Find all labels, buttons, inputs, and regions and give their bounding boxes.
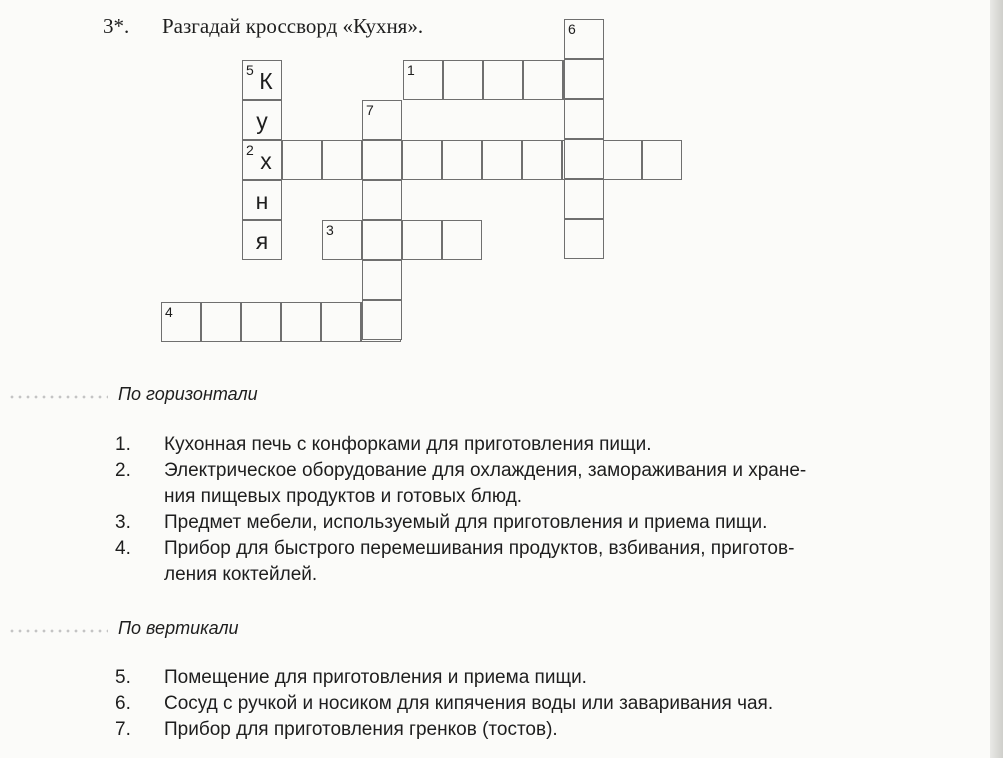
clue-text — [164, 432, 935, 458]
down-6-cell[interactable] — [564, 219, 604, 259]
clue-line: Прибор для быстрого перемешивания продуктов, взбивания, приготов- — [164, 538, 795, 559]
across-2-cell[interactable] — [642, 140, 682, 180]
across-2-cell[interactable] — [522, 140, 562, 180]
clue-number: 6. — [115, 693, 131, 714]
across-2-cell[interactable] — [282, 140, 322, 180]
across-1-cell[interactable] — [483, 60, 523, 100]
clue-text — [164, 510, 935, 536]
clue-item — [115, 510, 935, 536]
across-2-cell[interactable] — [402, 140, 442, 180]
across-3-cell[interactable] — [362, 220, 402, 260]
clue-line: ления коктейлей. — [164, 564, 318, 585]
clue-item — [115, 458, 935, 510]
clue-number: 1. — [115, 434, 131, 455]
across-2-cell[interactable] — [362, 140, 402, 180]
prefilled-letter: х — [260, 148, 272, 174]
clue-item — [115, 665, 935, 691]
decorative-dots — [8, 395, 108, 399]
clue-line: Помещение для приготовления и приема пищи. — [164, 667, 587, 688]
clue-line: Кухонная печь с конфорками для приготовления пищи. — [164, 434, 652, 455]
across-1-cell[interactable] — [403, 60, 443, 100]
clue-item — [115, 432, 935, 458]
clue-text — [164, 536, 935, 588]
down-6-cell[interactable] — [564, 139, 604, 179]
clue-number-label: 3 — [326, 222, 334, 238]
prefilled-letter: я — [255, 228, 269, 254]
down-6-cell[interactable] — [564, 19, 604, 59]
down-7-cell[interactable] — [362, 260, 402, 300]
down-7-cell[interactable] — [362, 180, 402, 220]
across-4-cell[interactable] — [281, 302, 321, 342]
down-5-cell[interactable] — [242, 100, 282, 140]
across-clue-list — [115, 432, 935, 588]
down-7-cell[interactable] — [362, 300, 402, 340]
clue-number: 7. — [115, 719, 131, 740]
across-2-cell[interactable] — [322, 140, 362, 180]
clue-line: Электрическое оборудование для охлаждения, замораживания и хране- — [164, 460, 807, 481]
clue-number-label: 5 — [246, 62, 254, 78]
prefilled-letter: у — [256, 108, 268, 134]
clue-number-label: 6 — [568, 21, 576, 37]
across-1-cell[interactable] — [523, 60, 563, 100]
clue-line: ния пищевых продуктов и готовых блюд. — [164, 486, 523, 507]
clue-line: Предмет мебели, используемый для приготовления и приема пищи. — [164, 512, 768, 533]
across-heading: По горизонтали — [118, 384, 258, 404]
across-1-cell[interactable] — [443, 60, 483, 100]
across-2-cell[interactable] — [442, 140, 482, 180]
across-4-cell[interactable] — [241, 302, 281, 342]
across-2-cell[interactable] — [482, 140, 522, 180]
clue-number: 2. — [115, 460, 131, 481]
down-6-cell[interactable] — [564, 59, 604, 99]
clue-item — [115, 691, 935, 717]
across-2-cell[interactable] — [242, 140, 282, 180]
crossword-grid — [0, 0, 1003, 360]
down-heading: По вертикали — [118, 618, 239, 638]
down-7-cell[interactable] — [362, 100, 402, 140]
clue-number: 4. — [115, 538, 131, 559]
down-5-cell[interactable] — [242, 220, 282, 260]
across-4-cell[interactable] — [161, 302, 201, 342]
clue-number-label: 1 — [407, 62, 415, 78]
down-5-cell[interactable] — [242, 60, 282, 100]
down-6-cell[interactable] — [564, 99, 604, 139]
clue-number-label: 7 — [366, 102, 374, 118]
prefilled-letter: К — [259, 68, 273, 94]
across-3-cell[interactable] — [402, 220, 442, 260]
across-4-cell[interactable] — [321, 302, 361, 342]
down-6-cell[interactable] — [564, 179, 604, 219]
clue-item — [115, 717, 935, 743]
clue-number: 3. — [115, 512, 131, 533]
prefilled-letter: н — [255, 188, 269, 214]
task-number: 3*. — [103, 14, 130, 38]
across-3-cell[interactable] — [442, 220, 482, 260]
down-clue-list — [115, 665, 935, 743]
clue-text — [164, 665, 935, 691]
clue-text — [164, 717, 935, 743]
across-2-cell[interactable] — [602, 140, 642, 180]
clue-number-label: 4 — [165, 304, 173, 320]
clue-text — [164, 458, 935, 510]
decorative-dots — [8, 629, 108, 633]
task-title: Разгадай кроссворд «Кухня». — [162, 14, 424, 38]
clue-text — [164, 691, 935, 717]
clue-number: 5. — [115, 667, 131, 688]
clue-line: Сосуд с ручкой и носиком для кипячения воды или заваривания чая. — [164, 693, 774, 714]
across-3-cell[interactable] — [322, 220, 362, 260]
clue-item — [115, 536, 935, 588]
clue-number-label: 2 — [246, 142, 254, 158]
clue-line: Прибор для приготовления гренков (тостов). — [164, 719, 558, 740]
across-4-cell[interactable] — [201, 302, 241, 342]
down-5-cell[interactable] — [242, 180, 282, 220]
